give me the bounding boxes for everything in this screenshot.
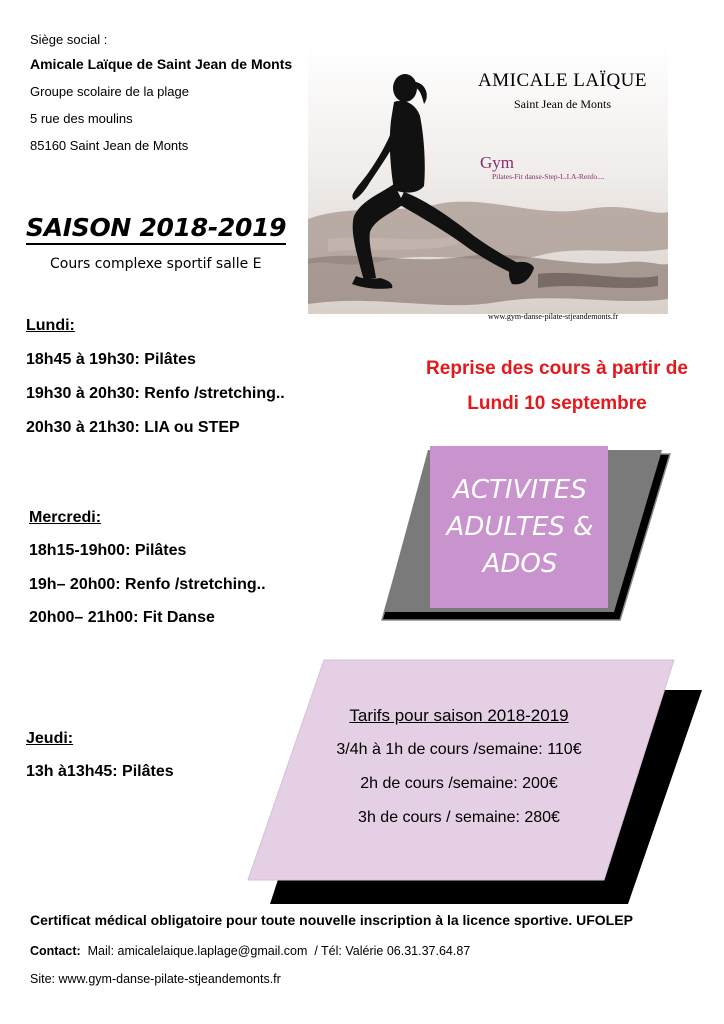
course-wednesday-2: 19h– 20h00: Renfo /stretching..: [29, 576, 266, 593]
course-wednesday-1: 18h15-19h00: Pilâtes: [29, 542, 187, 559]
season-title: SAISON 2018-2019: [26, 213, 286, 245]
contact-details: Mail: amicalelaique.laplage@gmail.com / Tél: Valérie 06.31.37.64.87: [80, 944, 471, 958]
course-wednesday-3: 20h00– 21h00: Fit Danse: [29, 609, 215, 626]
hq-label: Siège social :: [30, 32, 108, 47]
course-thursday-1: 13h à13h45: Pilâtes: [26, 763, 174, 780]
tarif-line-1: 3/4h à 1h de cours /semaine: 110€: [336, 741, 582, 758]
day-thursday: Jeudi:: [26, 730, 74, 747]
logo-title: AMICALE LAÏQUE: [478, 70, 648, 91]
site-line: Site: www.gym-danse-pilate-stjeandemonts.fr: [30, 972, 281, 986]
hq-address-line2: 5 rue des moulins: [30, 111, 133, 126]
season-subtitle: Cours complexe sportif salle E: [50, 256, 262, 272]
day-monday: Lundi:: [26, 317, 75, 334]
logo-url: www.gym-danse-pilate-stjeandemonts.fr: [488, 312, 619, 321]
hq-address-line1: Groupe scolaire de la plage: [30, 84, 189, 99]
tarif-line-2: 2h de cours /semaine: 200€: [360, 775, 558, 792]
tarif-panel: [248, 660, 674, 880]
reprise-line2: Lundi 10 septembre: [467, 393, 647, 414]
activities-line2: ADULTES &: [446, 512, 594, 542]
contact-line: [30, 944, 470, 958]
tarif-line-3: 3h de cours / semaine: 280€: [358, 809, 560, 826]
course-monday-2: 19h30 à 20h30: Renfo /stretching..: [26, 385, 285, 402]
hq-name: Amicale Laïque de Saint Jean de Monts: [30, 56, 293, 72]
logo-gym: Gym: [480, 153, 514, 172]
logo-tagline: Pilates-Fit danse-Step-L.I.A-Renfo....: [492, 172, 605, 181]
activities-line1: ACTIVITES: [453, 475, 587, 505]
day-wednesday: Mercredi:: [29, 509, 102, 526]
course-monday-1: 18h45 à 19h30: Pilâtes: [26, 351, 196, 368]
activities-line3: ADOS: [482, 549, 558, 579]
logo-subtitle: Saint Jean de Monts: [514, 97, 611, 111]
course-monday-3: 20h30 à 21h30: LIA ou STEP: [26, 419, 240, 436]
tarif-title: Tarifs pour saison 2018-2019: [349, 706, 569, 725]
reprise-line1: Reprise des cours à partir de: [426, 358, 688, 379]
contact-label: Contact:: [30, 944, 81, 958]
certificate-notice: Certificat médical obligatoire pour toute nouvelle inscription à la licence sportive. UFOLEP: [30, 912, 633, 928]
hq-address-line3: 85160 Saint Jean de Monts: [30, 138, 189, 153]
